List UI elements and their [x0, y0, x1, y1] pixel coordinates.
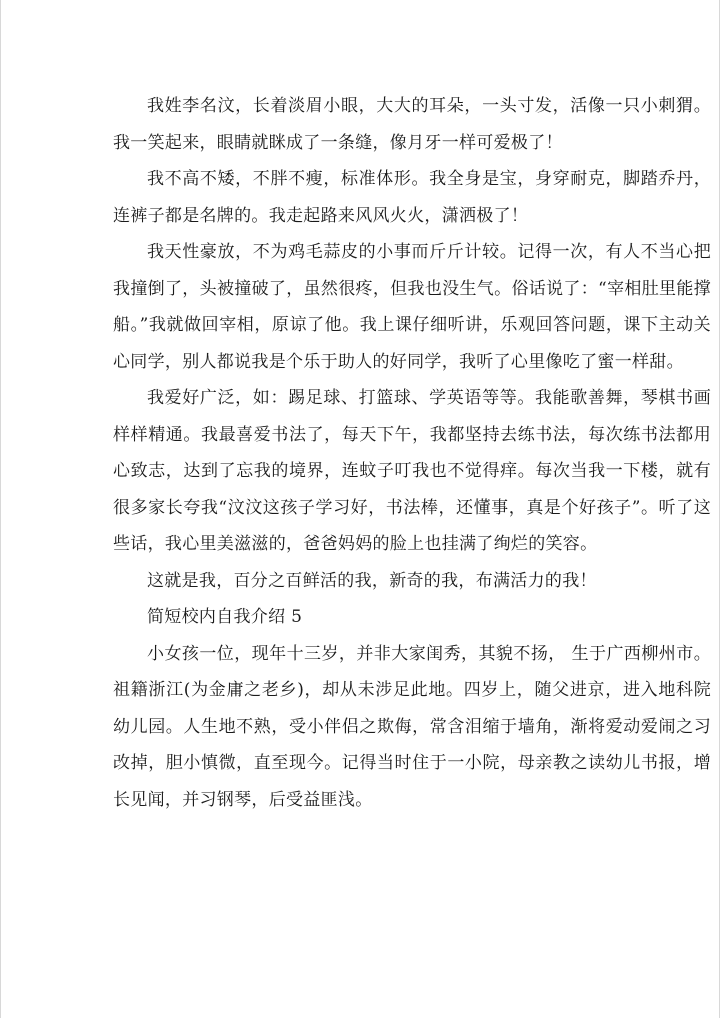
paragraph-appearance: 我姓李名汶，长着淡眉小眼，大大的耳朵，一头寸发，活像一只小刺猬。我一笑起来，眼睛就眯成了一条缝，像月牙一样可爱极了！ — [113, 96, 711, 153]
document-body — [113, 88, 711, 818]
paragraph-personality: 我天性豪放，不为鸡毛蒜皮的小事而斤斤计较。记得一次，有人不当心把我撞倒了，头被撞破了，虽然很疼，但我也没生气。俗话说了：“宰相肚里能撑船。”我就做回宰相，原谅了他。我上课仔细听讲，乐观回答问题，课下主动关心同学，别人都说我是个乐于助人的好同学，我听了心里像吃了蜜一样甜。 — [113, 242, 711, 372]
paragraph-figure: 我不高不矮，不胖不瘦，标准体形。我全身是宝，身穿耐克，脚踏乔丹，连裤子都是名牌的。我走起路来风风火火，潇洒极了！ — [113, 169, 711, 226]
paragraph-summary: 这就是我，百分之百鲜活的我，新奇的我，布满活力的我！ — [147, 570, 597, 591]
paragraph-hobbies: 我爱好广泛，如：踢足球、打篮球、学英语等等。我能歌善舞，琴棋书画样样精通。我最喜爱书法了，每天下午，我都坚持去练书法，每次练书法都用心致志，达到了忘我的境界，连蚊子叮我也不觉得痒。每次当我一下楼，就有很多家长夸我“汶汶这孩子学习好，书法棒，还懂事，真是个好孩子”。听了这些话，我心里美滋滋的，爸爸妈妈的脸上也挂满了绚烂的笑容。 — [113, 388, 711, 554]
section-heading: 简短校内自我介绍 5 — [147, 607, 303, 627]
paragraph-intro-5: 小女孩一位，现年十三岁，并非大家闺秀，其貌不扬， 生于广西柳州市。祖籍浙江(为金庸之老乡)，却从未涉足此地。四岁上，随父进京，进入地科院幼儿园。人生地不熟，受小伴侣之欺侮，常含泪缩于墙角，渐将爱动爱闹之习改掉，胆小慎微，直至现今。记得当时住于一小院，母亲教之读幼儿书报，增长见闻，并习钢琴，后受益匪浅。 — [113, 643, 711, 810]
